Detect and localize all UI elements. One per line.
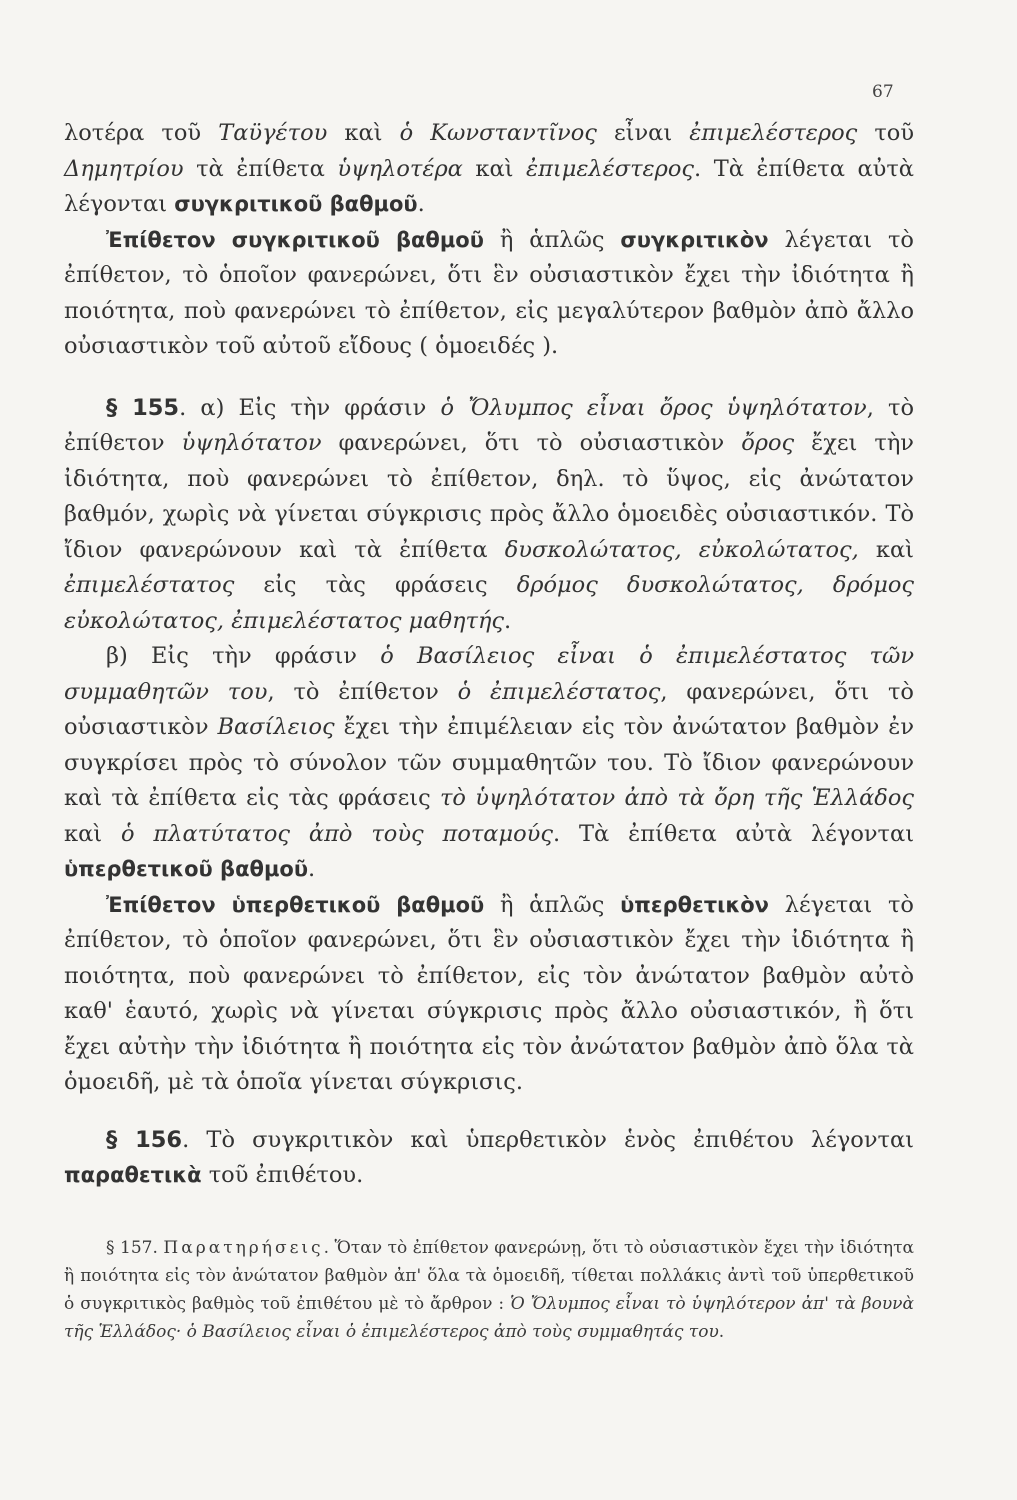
text-run: , φανερώνει, ὅτι τὸ οὐσιαστικὸν — [64, 678, 914, 740]
section-number: § 156 — [106, 1126, 183, 1153]
italic-run: ὁ Ὄλυμπος εἶναι ὄρος ὑψηλότατον — [440, 394, 867, 421]
page-number: 67 — [872, 82, 894, 102]
italic-run: δρόμος δυσκολώτατος, δρόμος εὐκολώτατος, ἐπιμελέστατος μαθητής — [64, 572, 914, 634]
text-run: . — [718, 1322, 725, 1342]
paragraph-section-156 — [64, 1123, 914, 1194]
bold-term: ὑπερθετικοῦ βαθμοῦ — [64, 857, 309, 881]
text-run: ἢ ἁπλῶς — [484, 891, 621, 918]
italic-run: ἐπιμελέστατος — [64, 572, 235, 598]
text-run: ἔχει τὴν ἐπιμέλειαν εἰς τὸν ἀνώτατον βαθμὸν ἐν συγκρίσει πρὸς τὸ σύνολον τῶν συμμαθητῶν του. Τὸ ἴδιον φανερώνουν καὶ τὰ ἐπίθετα εἰς τὰς φράσεις — [64, 714, 914, 811]
text-run: . Τὸ συγκριτικὸν καὶ ὑπερθετικὸν ἑνὸς ἐπιθέτου λέγονται — [182, 1126, 914, 1153]
italic-run: ἐπιμελέστερος — [526, 155, 695, 182]
text-run: τοῦ — [857, 120, 915, 146]
text-run: λέγεται τὸ ἐπίθετον, τὸ ὁποῖον φανερώνει, ὅτι ἓν οὐσιαστικὸν ἔχει τὴν ἰδιότητα ἢ ποιότητα, ποὺ φανερώνει τὸ ἐπίθετον, εἰς μεγαλύτερον βαθμὸν ἀπὸ ἄλλο οὐσιαστικὸν τοῦ αὐτοῦ εἴδους ( ὁμοειδές ). — [64, 226, 914, 359]
italic-run: δυσκολώτατος, εὐκολώτατος, — [504, 536, 859, 563]
text-run: ἢ ἁπλῶς — [483, 226, 621, 253]
text-run: καὶ — [462, 155, 527, 182]
text-run: . Ὅταν τὸ ἐπίθετον φανερώνῃ, ὅτι τὸ οὐσιαστικὸν ἔχει τὴν ἰδιότητα ἢ ποιότητα εἰς τὸν ἀνώτατον βαθμὸν ἀπ' ὅλα τὰ ὁμοειδῆ, τίθεται πολλάκις ἀντὶ τοῦ ὑπερθετικοῦ ὁ συγκριτικὸς βαθμὸς τοῦ ἐπιθέτου μὲ τὸ ἄρθρον : — [64, 1238, 914, 1314]
italic-run: Βασίλειος — [217, 714, 335, 740]
bold-term: συγκριτικὸν — [620, 227, 769, 252]
text-run: ἔχει τὴν ἰδιότητα, ποὺ φανερώνει τὸ ἐπίθετον, δηλ. τὸ ὕψος, εἰς ἀνώτατον βαθμόν, χωρὶς νὰ γίνεται σύγκρισις πρὸς ἄλλο ὁμοειδὲς οὐσιαστικόν. Τὸ ἴδιον φανερώνουν καὶ τὰ ἐπίθετα — [64, 430, 914, 563]
italic-run: Ὁ Ὄλυμπος εἶναι τὸ ὑψηλότερον ἀπ' τὰ βουνὰ τῆς Ἑλλάδος· ὁ Βασίλειος εἶναι ὁ ἐπιμελέστερος ἀπὸ τοὺς συμμαθητάς του — [64, 1294, 914, 1342]
bold-term: παραθετικὰ — [64, 1163, 202, 1187]
section-number: § 155 — [106, 394, 180, 421]
text-run: β) Εἰς τὴν φράσιν — [106, 643, 381, 669]
text-run: εἰς τὰς φράσεις — [234, 572, 517, 598]
text-run: τοῦ ἐπιθέτου. — [201, 1162, 364, 1188]
italic-run: ὁ Κωνσταντῖνος — [399, 120, 597, 146]
section-number: § 157 — [106, 1238, 153, 1258]
text-run: . — [152, 1238, 164, 1258]
text-run: φανερώνει, ὅτι τὸ οὐσιαστικὸν — [321, 430, 742, 456]
paragraph-comparative-examples — [64, 116, 914, 223]
bold-term: συγκριτικοῦ βαθμοῦ — [174, 192, 418, 216]
text-run: . Τὰ ἐπίθετα αὐτὰ λέγονται — [64, 155, 914, 217]
italic-run: Ταϋγέτου — [218, 120, 328, 146]
text-run: καὶ — [64, 820, 121, 847]
text-run: , τὸ ἐπίθετον — [267, 678, 458, 705]
text-run: . α) Εἰς τὴν φράσιν — [179, 394, 441, 421]
paragraph-comparative-definition — [64, 223, 914, 365]
text-run: . Τὰ ἐπίθετα αὐτὰ λέγονται — [552, 820, 915, 847]
italic-run: ὁ ἐπιμελέστατος — [457, 678, 661, 705]
footnote-paragraph — [64, 1234, 914, 1346]
bold-term: Ἐπίθετον ὑπερθετικοῦ βαθμοῦ — [106, 892, 485, 917]
text-run: καὶ — [327, 120, 400, 146]
italic-run: ὄρος — [741, 430, 795, 456]
bold-term: ὑπερθετικὸν — [620, 892, 769, 917]
text-run: εἶναι — [596, 120, 690, 146]
text-run: . — [308, 856, 316, 882]
italic-run: ὁ Βασίλειος εἶναι ὁ ἐπιμελέστατος τῶν συμμαθητῶν του — [64, 643, 914, 705]
text-run: λέγεται τὸ ἐπίθετον, τὸ ὁποῖον φανερώνει, ὅτι ἓν οὐσιαστικὸν ἔχει τὴν ἰδιότητα ἢ ποιότητα, ποὺ φανερώνει τὸ ἐπίθετον, εἰς τὸν ἀνώτατον βαθμὸν αὐτὸ καθ' ἑαυτό, χωρὶς νὰ γίνεται σύγκρισις πρὸς ἄλλο οὐσιαστικόν, ἢ ὅτι ἔχει αὐτὴν τὴν ἰδιότητα ἢ ποιότητα εἰς τὸν ἀνώτατον βαθμὸν ἀπὸ ὅλα τὰ ὁμοειδῆ, μὲ τὰ ὁποῖα γίνεται σύγκρισις. — [64, 891, 914, 1095]
italic-run: ἐπιμελέστερος — [689, 120, 858, 146]
italic-run: ὑψηλότατον — [181, 430, 322, 456]
italic-run: Δημητρίου — [64, 155, 184, 182]
main-text — [64, 116, 914, 1194]
text-run: τὰ ἐπίθετα — [183, 155, 338, 182]
italic-run: ὁ πλατύτατος ἀπὸ τοὺς ποταμούς — [120, 820, 553, 847]
italic-run: ὑψηλοτέρα — [337, 155, 463, 182]
paragraph-superlative-definition — [64, 888, 914, 1101]
spaced-heading: Παρατηρήσεις — [163, 1238, 324, 1258]
paragraph-section-155 — [64, 391, 914, 640]
italic-run: τὸ ὑψηλότατον ἀπὸ τὰ ὄρη τῆς Ἑλλάδος — [439, 785, 914, 811]
text-run: . — [417, 191, 425, 217]
text-run: , τὸ ἐπίθετον — [64, 394, 914, 456]
footnote-section-157 — [64, 1234, 914, 1346]
paragraph-section-155-b — [64, 639, 914, 888]
text-run: . — [504, 607, 512, 634]
text-run: καὶ — [858, 536, 914, 563]
text-run: λοτέρα τοῦ — [64, 120, 219, 146]
bold-term: Ἐπίθετον συγκριτικοῦ βαθμοῦ — [106, 227, 484, 252]
